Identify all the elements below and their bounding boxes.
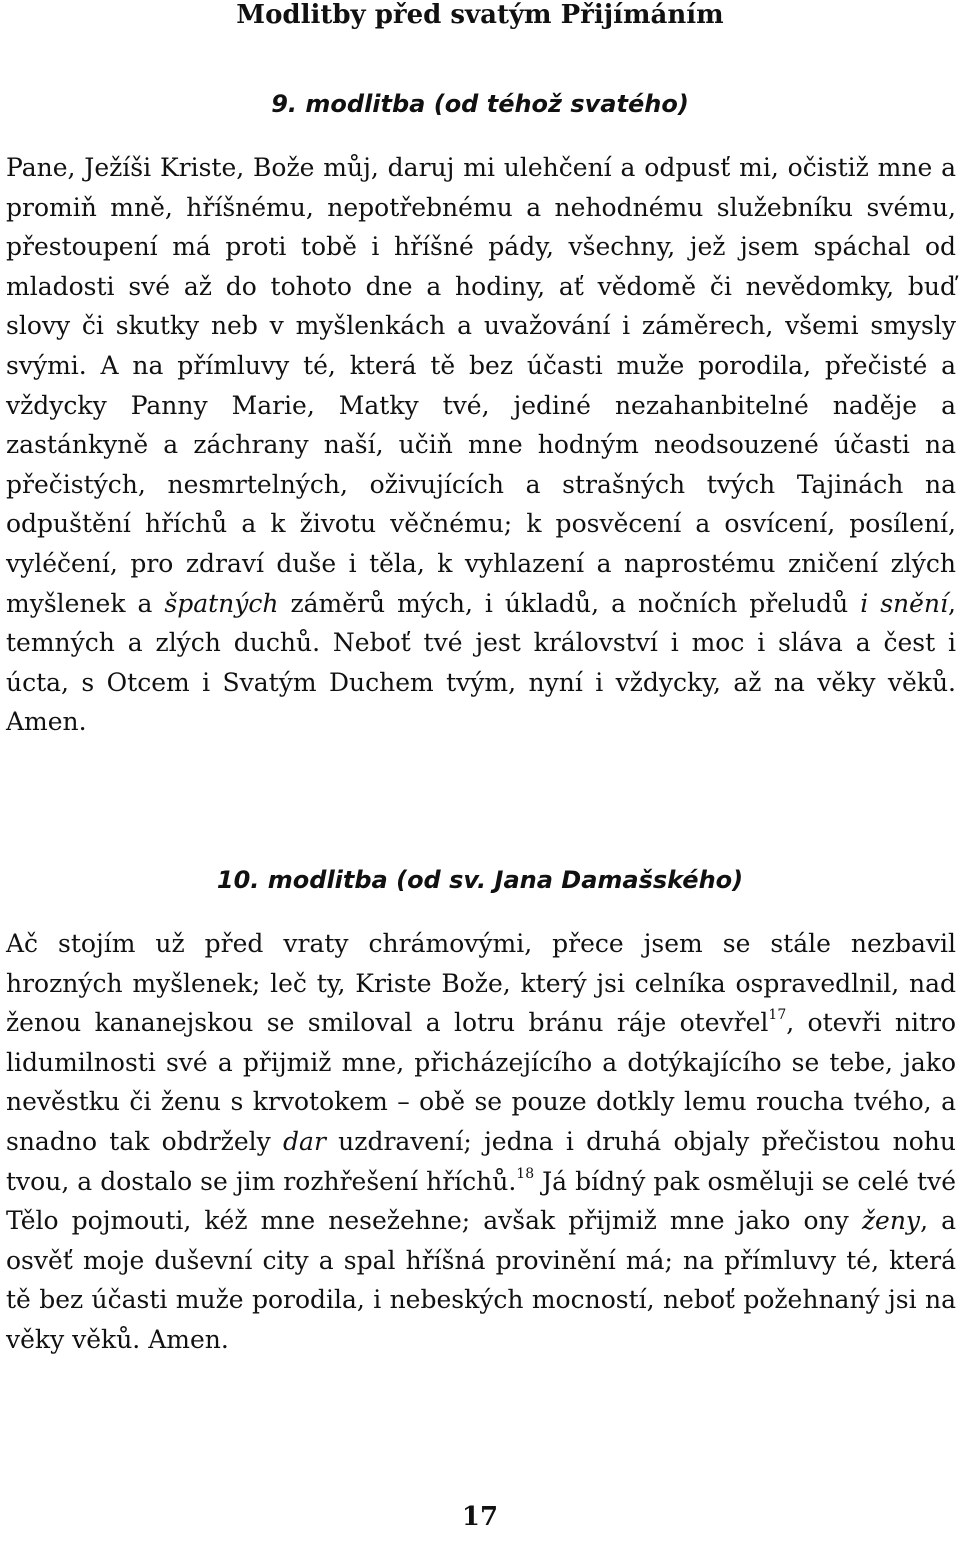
prayer-9-text [6,148,956,742]
prayer-9-text-part-1: Pane, Ježíši Kriste, Bože můj, daruj mi ulehčení a odpusť mi, očistiž mne a promiň mně, hříšnému, nepotřebnému a nehodnému služebníku svému, přestoupení má proti tobě i hříšné pády, všechny, jež jsem spáchal od mladosti své až do tohoto dne a hodiny, ať vědomě či nevědomky, buď slovy či skutky neb v myšlenkách a uvažování i záměrech, všemi smysly svými. A na přímluvy té, která tě bez účasti muže porodila, přečisté a vždycky Panny Marie, Matky tvé, jediné nezahanbitelné naděje a zastánkyně a záchrany naší, učiň mne hodným neodsouzené účasti na přečistých, nesmrtelných, oživujících a strašných tvých Tajinách na odpuštění hříchů a k životu věčnému; k posvěcení a osvícení, posílení, vyléčení, pro zdraví duše i těla, k vyhlazení a naprostému zničení zlých myšlenek a [6,153,956,618]
prayer-9-text-part-3: , temných a zlých duchů. Neboť tvé jest království i moc i sláva a čest i úcta, s Otcem i Svatým Duchem tvým, nyní i vždycky, až na věky věků. Amen. [6,588,956,737]
prayer-9-italic-2: i snění [860,588,949,618]
prayer-9-italic-1: špatných [164,588,279,618]
prayer-10-text-part-2: , otevři nitro lidumilnosti své a přijmiž mne, přicházejícího a dotýkajícího se tebe, jako nevěstku či ženu s krvotokem – obě se pouze dotkly lemu roucha tvého, a snadno tak obdržely [6,1008,956,1156]
prayer-10-heading: 10. modlitba (od sv. Jana Damašského) [216,866,744,894]
prayer-10-text-part-5: , a osvěť moje duševní city a spal hříšná provinění má; na přímluvy té, která tě bez účasti muže porodila, i nebeských mocností, neboť požehnaný jsi na věky věků. Amen. [6,1206,956,1354]
prayer-10-text-part-4: Já bídný pak osměluji se celé tvé Tělo pojmouti, kéž mne nesežehne; avšak přijmiž mne jako ony [6,1166,956,1236]
footnote-ref-17: 17 [768,1007,787,1024]
prayer-10-text-part-1: Ač stojím už před vraty chrámovými, přece jsem se stále nezbavil hrozných myšlenek; leč ty, Kriste Bože, který jsi celníka ospravedlnil, nad ženou kananejskou se smiloval a lotru bránu ráje otevřel [6,929,956,1038]
page-number: 17 [461,1502,499,1532]
prayer-9-text-part-2: záměrů mých, i úkladů, a nočních přeludů [278,588,861,618]
prayer-10-text [6,924,956,1360]
prayer-10-italic-1: dar [283,1126,326,1156]
page-title: Modlitby před svatým Přijímáním [236,0,724,30]
prayer-9-heading: 9. modlitba (od téhož svatého) [271,90,689,118]
prayer-10-italic-2: ženy [861,1206,921,1236]
prayer-10-text-part-3: uzdravení; jedna i druhá objaly přečistou nohu tvou, a dostalo se jim rozhřešení hříchů. [6,1126,956,1196]
footnote-ref-18: 18 [516,1165,535,1182]
